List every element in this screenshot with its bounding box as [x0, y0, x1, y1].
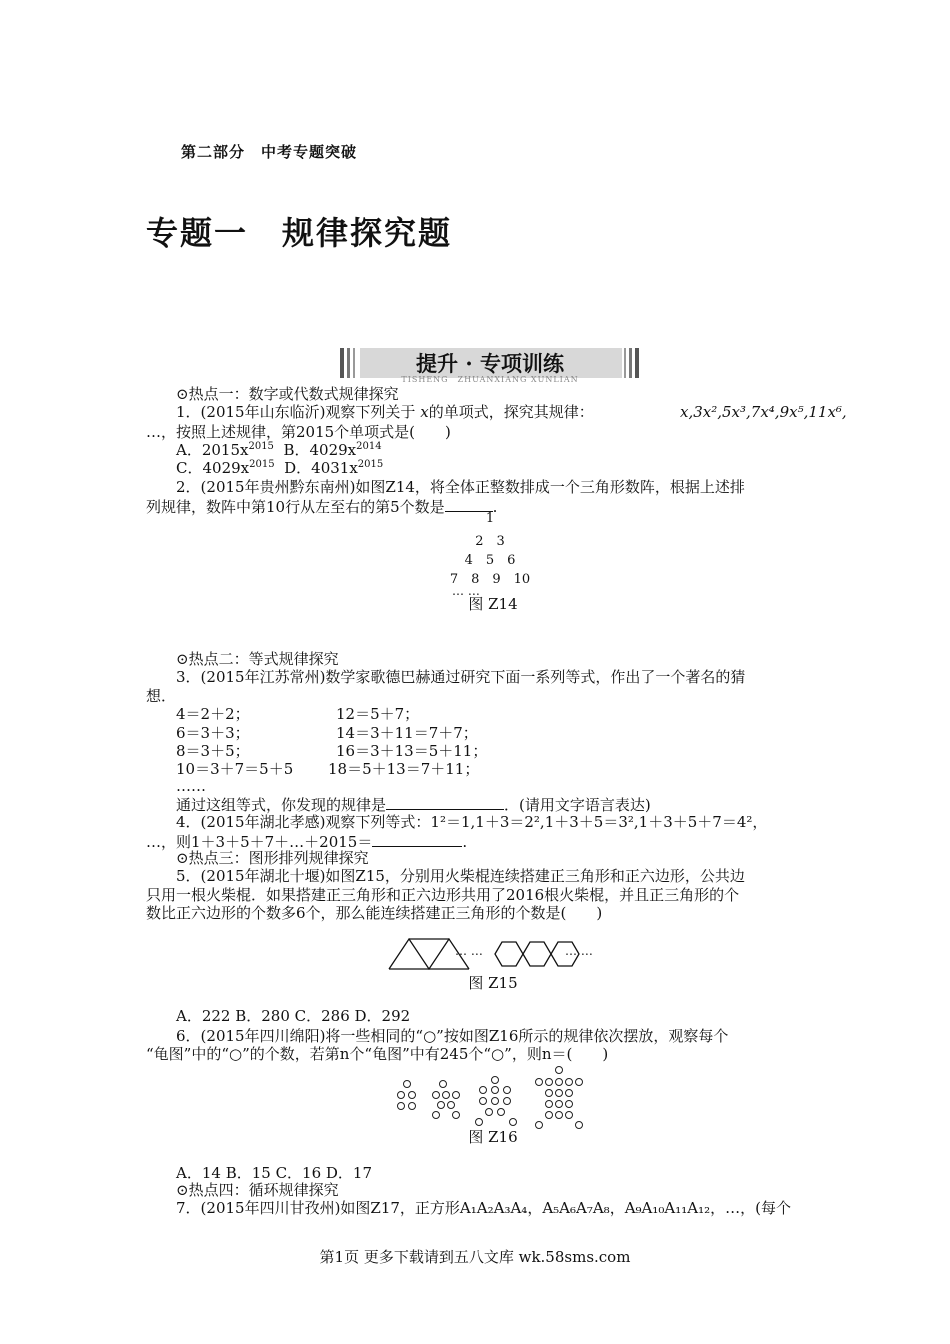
circle-mark	[565, 1111, 573, 1119]
circle-mark	[545, 1111, 553, 1119]
q3-eq-left-1: 4＝2＋2；	[176, 705, 250, 723]
circle-mark	[397, 1091, 405, 1099]
circle-mark	[497, 1108, 505, 1116]
q7-line1: 7．(2015年四川甘孜州)如图Z17，正方形A₁A₂A₃A₄，A₅A₆A₇A₈，A₉A₁₀A₁₁A₁₂，…，(每个	[176, 1199, 791, 1217]
triangle-row-3: 4 5 6	[464, 553, 516, 568]
hotspot-1-heading: ⊙热点一：数字或代数式规律探究	[176, 385, 399, 403]
q1-text-mid: 的单项式，探究其规律：	[428, 403, 594, 421]
q1-option-c-exp: 2015	[249, 459, 275, 470]
triangle-row-2: 2 3	[475, 534, 505, 549]
circle-mark	[565, 1089, 573, 1097]
circle-mark	[408, 1091, 416, 1099]
q3-line1: 3．(2015年江苏常州)数学家歌德巴赫通过研究下面一系列等式，作出了一个著名的猜	[176, 668, 746, 686]
banner-pinyin: TISHENG ZHUANXIANG XUNLIAN	[401, 375, 579, 384]
q6-options: A．14 B．15 C．16 D．17	[176, 1164, 373, 1182]
q1-line1	[176, 403, 594, 421]
circle-mark	[479, 1097, 487, 1105]
circle-mark	[575, 1078, 583, 1086]
circle-mark	[452, 1091, 460, 1099]
q1-option-b: B．4029x	[283, 441, 357, 459]
q4-line1: 4．(2015年湖北孝感)观察下列等式：1²＝1,1＋3＝2²,1＋3＋5＝3²,1＋3＋5＋7＝4²，	[176, 813, 768, 831]
q3-answer-blank	[386, 795, 504, 810]
q2-text: 列规律，数阵中第10行从左至右的第5个数是	[146, 498, 445, 516]
hotspot-3-heading: ⊙热点三：图形排列规律探究	[176, 849, 369, 867]
z15-dots-1: … …	[455, 944, 483, 958]
circle-mark	[491, 1076, 499, 1084]
q1-line2: …，按照上述规律，第2015个单项式是( )	[146, 423, 451, 441]
circle-mark	[545, 1078, 553, 1086]
figure-z16-caption: 图 Z16	[468, 1128, 518, 1146]
q5-line2: 只用一根火柴棍．如果搭建正三角形和正六边形共用了2016根火柴棍，并且正三角形的个	[146, 886, 740, 904]
circle-mark	[575, 1121, 583, 1129]
hotspot-4-heading: ⊙热点四：循环规律探究	[176, 1181, 339, 1199]
circle-mark	[565, 1100, 573, 1108]
q3-ask: 通过这组等式，你发现的规律是	[176, 796, 387, 814]
q1-option-c: C．4029x	[176, 459, 250, 477]
part-heading: 第二部分 中考专题突破	[181, 143, 358, 161]
q1-var: x	[420, 403, 429, 421]
circle-mark	[432, 1091, 440, 1099]
circle-mark	[491, 1097, 499, 1105]
q1-sequence: x,3x²,5x³,7x⁴,9x⁵,11x⁶,	[680, 403, 847, 421]
q4-answer-blank	[372, 832, 462, 847]
q3-eq-left-3: 8＝3＋5；	[176, 742, 250, 760]
circle-mark	[503, 1086, 511, 1094]
q1-option-b-exp: 2014	[356, 441, 382, 452]
circle-mark	[491, 1086, 499, 1094]
q2-answer-blank	[445, 497, 493, 512]
circle-mark	[397, 1102, 405, 1110]
q3-question	[176, 795, 651, 814]
q3-eq-right-2: 14＝3＋11＝7＋7；	[336, 724, 478, 742]
q2-line1: 2．(2015年贵州黔东南州)如图Z14，将全体正整数排成一个三角形数阵，根据上述排	[176, 478, 745, 496]
q5-line3: 数比正六边形的个数多6个，那么能连续搭建正三角形的个数是( )	[146, 904, 603, 922]
circle-mark	[408, 1102, 416, 1110]
circle-mark	[439, 1080, 447, 1088]
section-banner	[340, 344, 640, 382]
circle-mark	[545, 1100, 553, 1108]
circle-mark	[452, 1111, 460, 1119]
circle-mark	[479, 1086, 487, 1094]
q3-eq-right-4: 18＝5＋13＝7＋11；	[328, 760, 480, 778]
q6-line2: “龟图”中的“○”的个数，若第n个“龟图”中有245个“○”，则n＝( )	[146, 1045, 609, 1063]
q1-options-cd	[176, 459, 383, 477]
circle-mark	[437, 1101, 445, 1109]
q1-option-d: D．4031x	[284, 459, 358, 477]
circle-mark	[555, 1078, 563, 1086]
figure-z16-turtles	[395, 1076, 595, 1128]
q6-line1: 6．(2015年四川绵阳)将一些相同的“○”按如图Z16所示的规律依次摆放，观察每个	[176, 1027, 729, 1045]
triangle-row-4: 7 8 9 10	[449, 572, 531, 587]
q1-option-a: A．2015x	[176, 441, 249, 459]
q1-text: 1．(2015年山东临沂)观察下列关于	[176, 403, 416, 421]
figure-z14-caption: 图 Z14	[468, 595, 518, 613]
triangle-row-5: … …	[452, 584, 480, 598]
q3-eq-right-1: 12＝5＋7；	[336, 705, 420, 723]
circle-mark	[535, 1078, 543, 1086]
circle-mark	[555, 1100, 563, 1108]
triangle-row-1: 1	[485, 511, 495, 526]
circle-mark	[475, 1118, 483, 1126]
circle-mark	[555, 1066, 563, 1074]
circle-mark	[509, 1118, 517, 1126]
page-footer: 第1页 更多下载请到五八文库 wk.58sms.com	[319, 1248, 631, 1266]
circle-mark	[485, 1108, 493, 1116]
q3-eq-right-3: 16＝3＋13＝5＋11；	[336, 742, 488, 760]
banner-title: 提升 · 专项训练	[416, 351, 564, 376]
figure-z15-caption: 图 Z15	[468, 974, 518, 992]
q3-line2: 想．	[146, 687, 177, 705]
circle-mark	[447, 1101, 455, 1109]
q1-option-a-exp: 2015	[248, 441, 274, 452]
q2-end: .	[492, 498, 498, 516]
hotspot-2-heading: ⊙热点二：等式规律探究	[176, 650, 339, 668]
circle-mark	[545, 1089, 553, 1097]
q5-line1: 5．(2015年湖北十堰)如图Z15，分别用火柴棍连续搭建正三角形和正六边形，公共边	[176, 867, 745, 885]
q4-text: …，则1＋3＋5＋7＋…＋2015＝	[146, 833, 373, 851]
circle-mark	[503, 1097, 511, 1105]
circle-mark	[403, 1080, 411, 1088]
q3-eq-left-4: 10＝3＋7＝5＋5	[176, 760, 294, 778]
q1-option-d-exp: 2015	[357, 459, 384, 470]
circle-mark	[555, 1111, 563, 1119]
circle-mark	[565, 1078, 573, 1086]
q5-options: A．222 B．280 C．286 D．292	[176, 1007, 411, 1025]
q3-eq-left-2: 6＝3＋3；	[176, 724, 250, 742]
circle-mark	[555, 1089, 563, 1097]
q3-eq-left-5: ……	[176, 777, 206, 795]
q1-options-ab	[176, 441, 382, 459]
circle-mark	[442, 1091, 450, 1099]
page-title: 专题一 规律探究题	[146, 214, 453, 252]
z15-dots-2: … …	[565, 944, 593, 958]
circle-mark	[432, 1111, 440, 1119]
q4-end: .	[462, 833, 468, 851]
q3-ask-end: ．(请用文字语言表达)	[504, 796, 651, 814]
